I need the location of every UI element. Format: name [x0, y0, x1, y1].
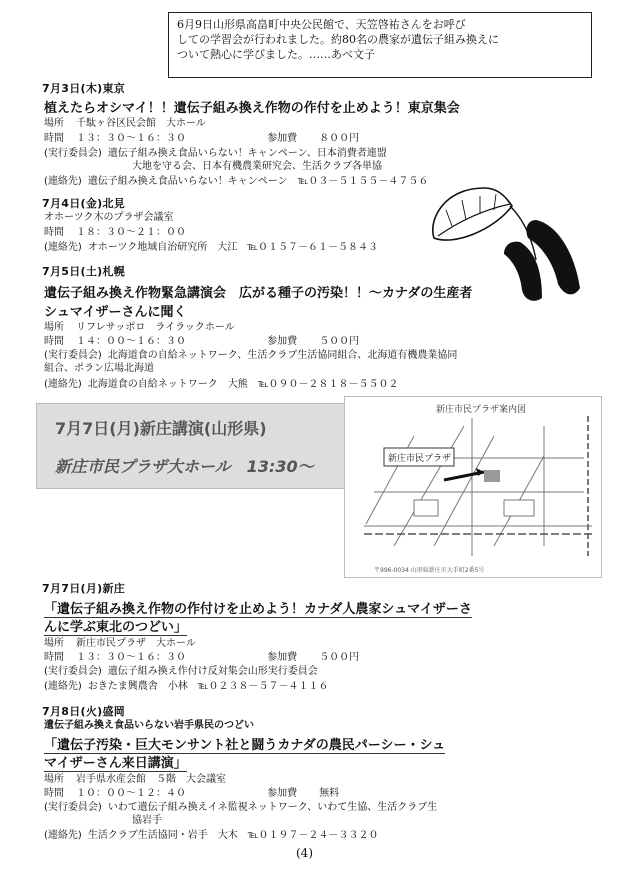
event-venue-morioka: 場所 岩手県水産会館 ５階 大会議室: [44, 774, 226, 785]
event-time-sapporo: 時間 １４：００～１６：３０ 参加費 ５００円: [44, 336, 360, 347]
event-committee-shinjo: (実行委員会) 遺伝子組み換え作付け反対集会山形実行委員会: [44, 666, 318, 677]
event-committee-tokyo: (実行委員会) 遺伝子組み換え食品いらない！キャンペーン、日本消費者連盟: [44, 148, 387, 159]
map-title: 新庄市民プラザ案内図: [436, 405, 527, 415]
shinjo-lecture-banner: [36, 403, 350, 489]
event-committee-morioka: (実行委員会) いわて遺伝子組み換えイネ監視ネットワーク、いわて生協、生活クラブ生: [44, 802, 438, 813]
page-number: (4): [296, 846, 313, 860]
handwritten-note: [168, 12, 592, 78]
event-committee-sapporo: (実行委員会) 北海道食の自給ネットワーク、生活クラブ生活協同組合、北海道有機農業協同: [44, 350, 458, 361]
event-venue-tokyo: 場所 千駄ヶ谷区民会館 大ホール: [44, 118, 206, 129]
note-line: しての学習会が行われました。約80名の農家が遺伝子組み換えに: [177, 33, 499, 46]
event-date-sapporo: 7月5日(土)札幌: [42, 265, 126, 278]
event-time-tokyo: 時間 １３：３０～１６：３０ 参加費 ８００円: [44, 133, 360, 144]
event-venue-kitami: オホーツク木のプラザ会議室: [44, 212, 174, 223]
event-committee-tokyo-2: 大地を守る会、日本有機農業研究会、生活クラブ各単協: [132, 161, 382, 172]
event-date-shinjo: 7月7日(月)新庄: [42, 582, 126, 595]
banner-line-2: 新庄市民プラザ大ホール 13:30～: [55, 457, 314, 476]
event-date-morioka: 7月8日(火)盛岡: [42, 705, 126, 718]
event-contact-shinjo: (連絡先) おきたま興農舎 小林 ℡０２３８－５７－４１１６: [44, 681, 329, 692]
event-title-tokyo: 植えたらオシマイ！！遺伝子組み換え作物の作付を止めよう！東京集会: [44, 101, 460, 116]
event-title-sapporo-2: シュマイザーさんに聞く: [44, 305, 187, 320]
event-contact-sapporo: (連絡先) 北海道食の自給ネットワーク 大熊 ℡０９０－２８１８－５５０２: [44, 379, 399, 390]
event-title-morioka-2: マイザーさん来日講演」: [44, 756, 187, 771]
event-venue-shinjo: 場所 新庄市民プラザ 大ホール: [44, 638, 196, 649]
event-committee-sapporo-2: 組合、ポラン広場北海道: [44, 363, 154, 374]
map-footer: 〒996-0034 山形県新庄市大手町2番5号: [374, 567, 485, 574]
event-venue-sapporo: 場所 リフレサッポロ ライラックホール: [44, 322, 235, 333]
event-contact-kitami: (連絡先) オホーツク地域自治研究所 大江 ℡０１５７－６１－５８４３: [44, 242, 379, 253]
note-line: 6月9日山形県高畠町中央公民館で、天笠啓祐さんをお呼び: [177, 18, 466, 31]
venue-map: [344, 396, 602, 578]
event-committee-morioka-2: 協岩手: [132, 815, 162, 826]
note-line: ついて熱心に学びました。……あべ文子: [177, 48, 375, 61]
event-title-sapporo-1: 遺伝子組み換え作物緊急講演会 広がる種子の汚染！！～カナダの生産者: [44, 286, 473, 301]
event-contact-morioka: (連絡先) 生活クラブ生活協同・岩手 大木 ℡０１９７－２４－３３２０: [44, 830, 379, 841]
event-date-tokyo: 7月3日(木)東京: [42, 82, 126, 95]
event-title-morioka-1: 「遺伝子汚染・巨大モンサント社と闘うカナダの農民パーシー・シュ: [44, 738, 446, 753]
event-time-morioka: 時間 １０：００～１２：４０ 参加費 無料: [44, 788, 340, 799]
event-contact-tokyo: (連絡先) 遺伝子組み換え食品いらない！キャンペーン ℡０３－５１５５－４７５６: [44, 176, 429, 187]
event-time-shinjo: 時間 １３：３０～１６：３０ 参加費 ５００円: [44, 652, 360, 663]
event-time-kitami: 時間 １８：３０～２１：００: [44, 227, 186, 238]
map-plaza-label: 新庄市民プラザ: [388, 454, 452, 464]
event-date-kitami: 7月4日(金)北見: [42, 197, 126, 210]
event-title-shinjo-2: んに学ぶ東北のつどい」: [44, 620, 188, 635]
banner-line-1: 7月7日(月)新庄講演(山形県): [55, 419, 267, 438]
event-title-shinjo-1: 「遺伝子組み換え作物の作付けを止めよう！カナダ人農家シュマイザーさ: [44, 602, 472, 617]
event-subtitle-morioka: 遺伝子組み換え食品いらない岩手県民のつどい: [44, 720, 254, 731]
